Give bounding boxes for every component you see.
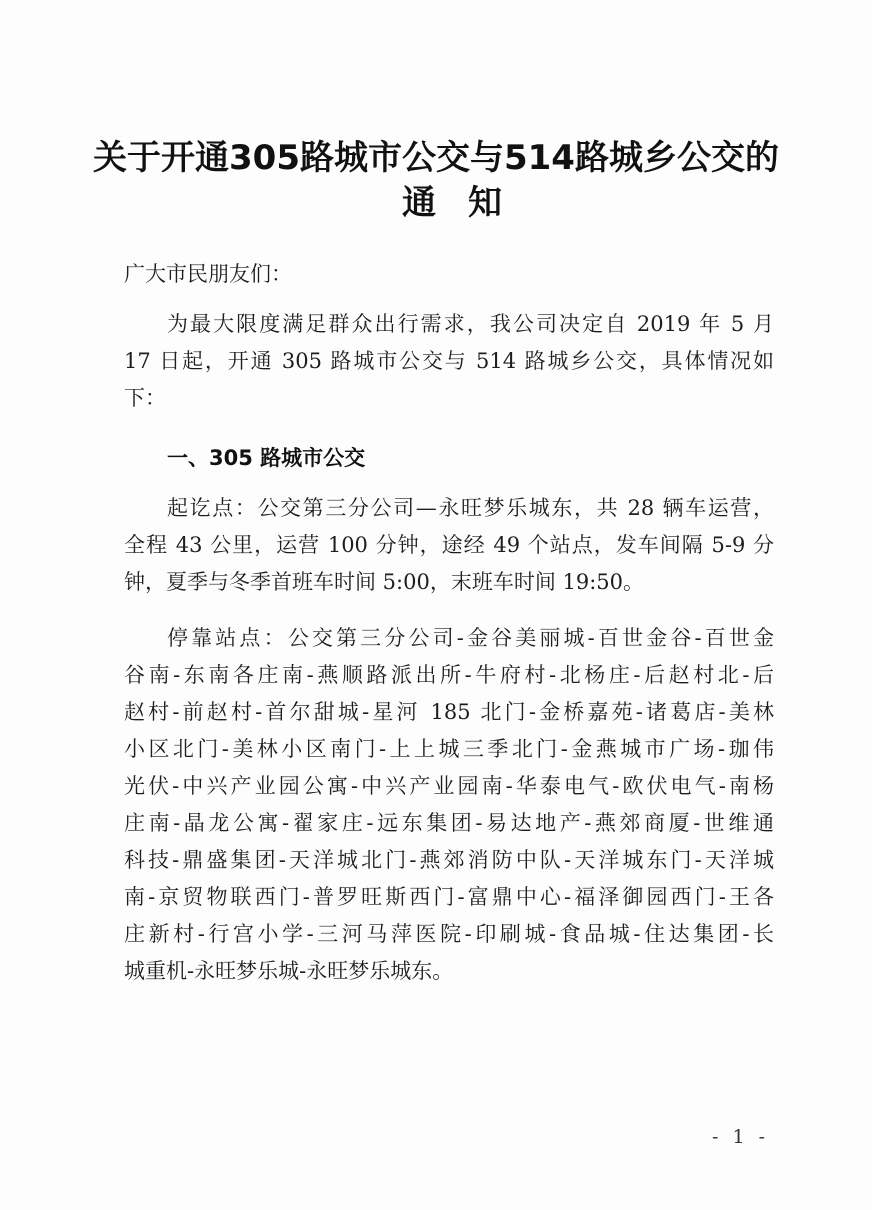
paragraph-line: 小区北门-美林小区南门-上上城三季北门-金燕城市广场-珈伟 bbox=[124, 737, 774, 761]
paragraph-line: 科技-鼎盛集团-天洋城北门-燕郊消防中队-天洋城东门-天洋城 bbox=[124, 848, 774, 872]
paragraph-line: 为最大限度满足群众出行需求，我公司决定自 2019 年 5 月 bbox=[167, 312, 774, 336]
paragraph-line: 全程 43 公里，运营 100 分钟，途经 49 个站点，发车间隔 5-9 分 bbox=[124, 533, 774, 557]
salutation: 广大市民朋友们： bbox=[124, 262, 292, 286]
route-paragraph bbox=[124, 490, 774, 601]
paragraph-line: 下： bbox=[124, 386, 166, 410]
intro-paragraph bbox=[124, 306, 774, 417]
stops-paragraph bbox=[124, 620, 774, 990]
document-title-line-1: 关于开通305路城市公交与514路城乡公交的 bbox=[93, 138, 779, 178]
paragraph-line: 庄南-晶龙公寓-翟家庄-远东集团-易达地产-燕郊商厦-世维通 bbox=[124, 811, 774, 835]
section-heading: 一、305 路城市公交 bbox=[167, 446, 366, 470]
paragraph-line: 17 日起，开通 305 路城市公交与 514 路城乡公交，具体情况如 bbox=[124, 349, 774, 373]
paragraph-line: 起讫点：公交第三分公司—永旺梦乐城东，共 28 辆车运营， bbox=[167, 496, 774, 520]
paragraph-line: 谷南-东南各庄南-燕顺路派出所-牛府村-北杨庄-后赵村北-后 bbox=[124, 663, 774, 687]
paragraph-line: 赵村-前赵村-首尔甜城-星河 185 北门-金桥嘉苑-诸葛店-美林 bbox=[124, 700, 774, 724]
paragraph-line: 钟，夏季与冬季首班车时间 5:00，末班车时间 19:50。 bbox=[124, 570, 645, 594]
document-title-line-2: 通知 bbox=[402, 183, 534, 223]
paragraph-line: 城重机-永旺梦乐城-永旺梦乐城东。 bbox=[124, 959, 454, 983]
paragraph-line: 光伏-中兴产业园公寓-中兴产业园南-华泰电气-欧伏电气-南杨 bbox=[124, 774, 774, 798]
paragraph-line: 停靠站点：公交第三分公司-金谷美丽城-百世金谷-百世金 bbox=[167, 626, 774, 650]
paragraph-line: 庄新村-行宫小学-三河马萍医院-印刷城-食品城-住达集团-长 bbox=[124, 922, 774, 946]
paragraph-line: 南-京贸物联西门-普罗旺斯西门-富鼎中心-福泽御园西门-王各 bbox=[124, 885, 774, 909]
page-number: - 1 - bbox=[712, 1126, 770, 1148]
